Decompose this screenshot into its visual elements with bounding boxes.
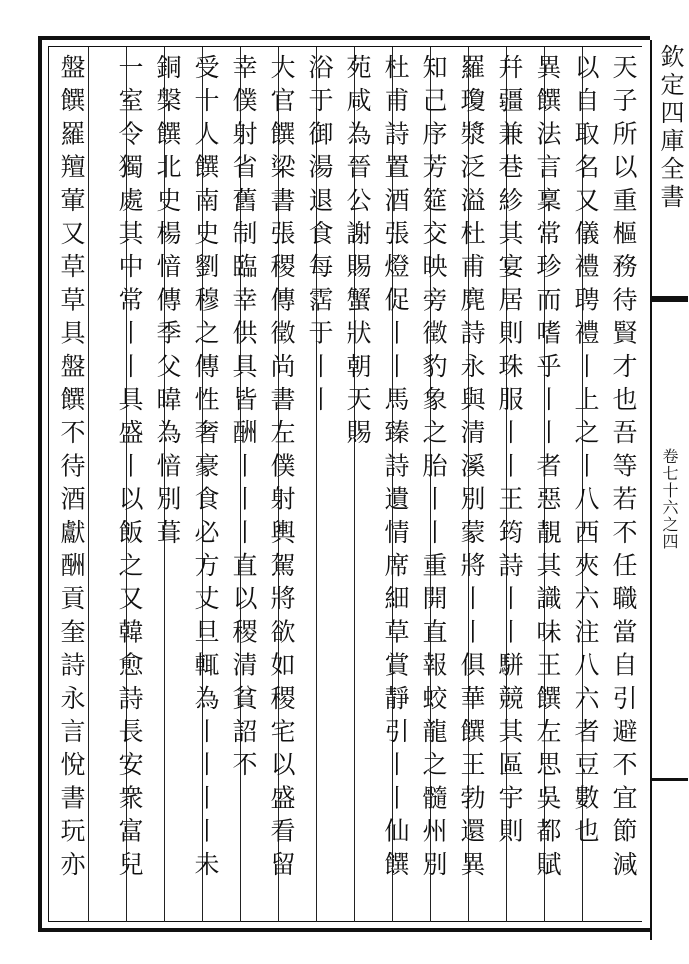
text-column: 羅瓊漿泛溢杜甫麂詩永與清溪別蒙將丨丨俱華饌王勃還異 (457, 54, 486, 884)
fish-tail-mark (652, 296, 688, 302)
page-margin (650, 40, 686, 940)
text-column: 以自取名又儀禮聘禮丨上之丨八西夾六注八六者豆數也 (571, 54, 600, 851)
juan-label: 卷七十六之四 (660, 448, 679, 550)
text-column: 杜甫詩置酒張燈促丨丨馬臻詩遺情席細草賞靜引丨丨仙饌 (381, 54, 410, 884)
text-column: 浴于御湯退食每霑于丨丨 (305, 54, 334, 420)
text-column: 天子所以重樞務待賢才也吾等若不任職當自引避不宜節減 (609, 54, 638, 884)
text-column: 苑咸為晉公謝賜蟹狀朝天賜 (343, 54, 372, 453)
fish-tail-mark (652, 778, 688, 781)
book-title: 欽定四庫全書 (656, 44, 684, 212)
text-column: 受十人饌南史劉穆之傳性奢豪食必方丈旦輒為丨丨丨丨未 (191, 54, 220, 884)
text-column: 盤饌羅羶葷又草草具盤饌不待酒獻酬貢奎詩永言悅書玩亦 (57, 54, 86, 884)
text-column: 幷疆兼巷紾其宴居則珠服丨丨王筠詩丨丨駢競其區宇則 (495, 54, 524, 851)
text-column: 大官饌梁書張稷傳徵尚書左僕射輿駕將欲如稷宅以盛看留 (267, 54, 296, 884)
column-rule (88, 47, 89, 922)
text-column: 知己序芳筵交映旁徵豹象之胎丨丨重開直報蛟龍之髓州別 (419, 54, 448, 884)
text-column: 銅槃饌北史楊愔傳季父暐為愔別葺 (153, 54, 182, 552)
text-column: 幸僕射省舊制臨幸供具皆酬丨丨丨直以稷清貧詔不 (229, 54, 258, 785)
text-column: 異饌法言稟常珍而嗜乎丨丨者惡靚其識味王饌左思吳都賦 (533, 54, 562, 884)
text-column: 一室令獨處其中常丨丨具盛丨以飯之又韓愈詩長安衆富兒 (115, 54, 144, 884)
